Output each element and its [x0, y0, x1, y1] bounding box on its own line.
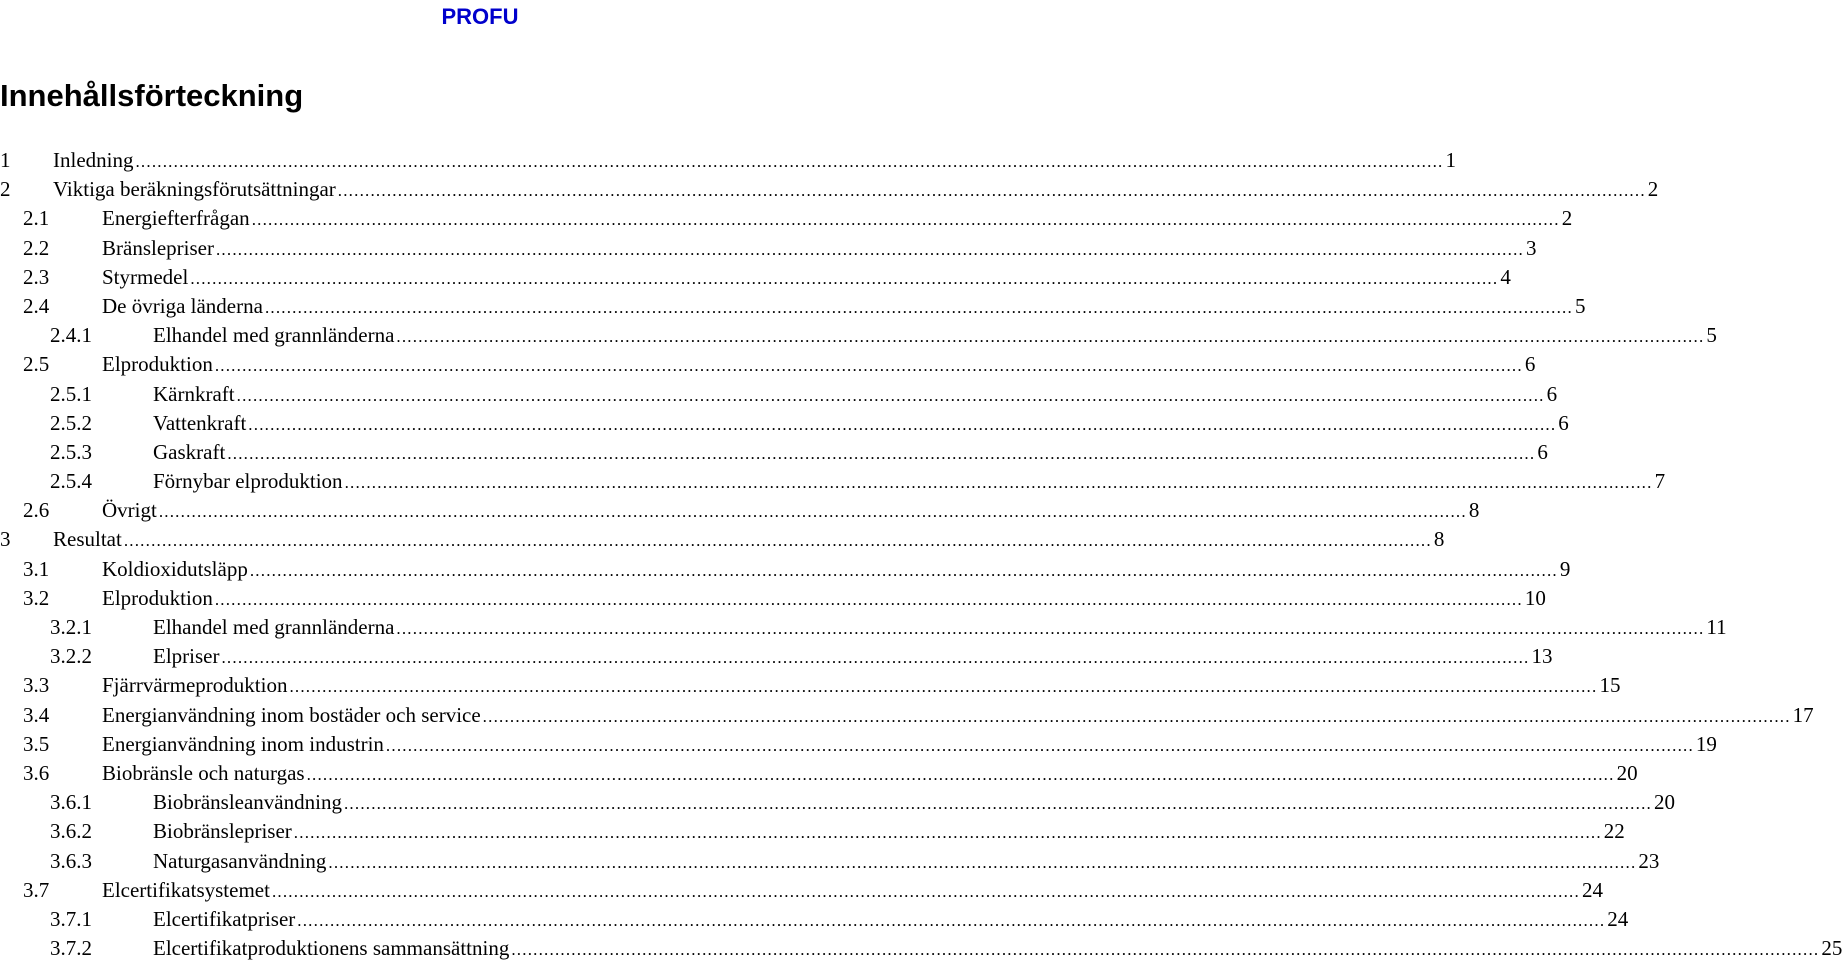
toc-entry[interactable] [0, 204, 1573, 233]
toc-entry-page: 7 [1654, 469, 1666, 494]
toc-entry-page: 6 [1546, 381, 1558, 406]
toc-entry-page: 3 [1525, 235, 1537, 260]
toc-entry-page: 5 [1706, 323, 1717, 348]
toc-entry-number: 2.1 [23, 206, 50, 231]
toc-dot-leader: ................................................................................................................................................................................................................................................ [337, 181, 1646, 201]
toc-entry-page: 6 [1558, 410, 1569, 435]
toc-entry[interactable] [0, 847, 1660, 876]
toc-entry[interactable] [0, 934, 1842, 963]
toc-entry-number: 3.6 [23, 760, 50, 785]
toc-entry[interactable] [0, 701, 1814, 730]
toc-entry-page: 6 [1537, 439, 1548, 464]
toc-entry-title: Viktiga beräkningsförutsättningar [53, 177, 336, 202]
toc-dot-leader: ................................................................................................................................................................................................................................................ [385, 735, 1694, 755]
toc-entry-page: 24 [1581, 877, 1603, 902]
toc-entry-title: Naturgasanvändning [153, 848, 327, 873]
toc-entry[interactable] [0, 817, 1625, 846]
toc-entry-number: 3.7.2 [50, 936, 92, 961]
toc-entry-page: 1 [1445, 148, 1456, 172]
toc-dot-leader: ................................................................................................................................................................................................................................................ [297, 910, 1606, 930]
toc-entry-page: 24 [1607, 906, 1629, 931]
toc-entry-number: 2.6 [23, 498, 50, 523]
toc-entry-title: Bränslepriser [102, 235, 214, 260]
toc-dot-leader: ................................................................................................................................................................................................................................................ [214, 589, 1523, 609]
toc-entry[interactable] [0, 234, 1537, 263]
toc-entry[interactable] [0, 321, 1717, 350]
toc-entry-title: Energianvändning inom industrin [102, 731, 384, 756]
toc-entry[interactable] [0, 380, 1558, 409]
toc-entry[interactable] [0, 613, 1727, 642]
toc-dot-leader: ................................................................................................................................................................................................................................................ [264, 297, 1573, 317]
toc-entry[interactable] [0, 409, 1569, 438]
toc-dot-leader: ................................................................................................................................................................................................................................................ [289, 677, 1598, 697]
toc-entry[interactable] [0, 496, 1480, 525]
toc-entry-title: Elcertifikatproduktionens sammansättning [153, 936, 510, 961]
toc-entry-title: Elproduktion [102, 352, 213, 377]
toc-entry-title: Inledning [53, 148, 134, 172]
toc-dot-leader: ................................................................................................................................................................................................................................................ [214, 356, 1523, 376]
toc-entry-title: Energianvändning inom bostäder och service [102, 702, 481, 727]
toc-entry-number: 3.6.2 [50, 819, 92, 844]
toc-entry-page: 23 [1638, 848, 1660, 873]
toc-dot-leader: ................................................................................................................................................................................................................................................ [343, 794, 1652, 814]
toc-entry[interactable] [0, 350, 1536, 379]
toc-dot-leader: ................................................................................................................................................................................................................................................ [123, 531, 1432, 551]
toc-entry-number: 2.5 [23, 352, 50, 377]
toc-dot-leader: ................................................................................................................................................................................................................................................ [249, 560, 1558, 580]
toc-entry[interactable] [0, 642, 1553, 671]
toc-entry-number: 3.6.1 [50, 790, 92, 815]
toc-entry-title: Biobränsle och naturgas [102, 760, 305, 785]
toc-entry-page: 19 [1695, 731, 1717, 756]
toc-entry-title: Styrmedel [102, 264, 189, 289]
toc-entry-number: 3.2.2 [50, 644, 92, 669]
toc-entry[interactable] [0, 146, 1456, 175]
toc-dot-leader: ................................................................................................................................................................................................................................................ [396, 327, 1705, 347]
toc-entry-number: 2.5.1 [50, 381, 92, 406]
toc-entry-page: 2 [1647, 177, 1659, 202]
toc-dot-leader: ................................................................................................................................................................................................................................................ [293, 823, 1602, 843]
toc-entry-number: 3.2.1 [50, 615, 92, 639]
toc-entry-title: Elhandel med grannländerna [153, 615, 395, 639]
toc-entry[interactable] [0, 263, 1511, 292]
toc-entry-title: Koldioxidutsläpp [102, 556, 248, 581]
toc-entry-page: 15 [1599, 673, 1621, 698]
toc-dot-leader: ................................................................................................................................................................................................................................................ [271, 881, 1580, 901]
toc-entry-number: 2.3 [23, 264, 50, 289]
toc-entry[interactable] [0, 730, 1717, 759]
toc-entry-page: 25 [1821, 936, 1842, 961]
toc-dot-leader: ................................................................................................................................................................................................................................................ [135, 152, 1444, 171]
toc-entry[interactable] [0, 788, 1675, 817]
toc-entry-number: 3.2 [23, 585, 50, 610]
toc-dot-leader: ................................................................................................................................................................................................................................................ [248, 414, 1557, 434]
toc-dot-leader: ................................................................................................................................................................................................................................................ [306, 764, 1615, 784]
toc-entry-title: Elproduktion [102, 585, 213, 610]
toc-entry-title: Elhandel med grannländerna [153, 323, 395, 348]
toc-entry-page: 20 [1616, 760, 1638, 785]
toc-entry-title: Förnybar elproduktion [153, 469, 343, 494]
toc-entry-page: 17 [1792, 702, 1814, 727]
page-title: Innehållsförteckning [0, 78, 304, 113]
toc-entry-number: 2.5.2 [50, 410, 92, 435]
toc-dot-leader: ................................................................................................................................................................................................................................................ [344, 473, 1653, 493]
toc-entry-title: Elcertifikatpriser [153, 906, 296, 931]
toc-entry-number: 3 [0, 527, 11, 552]
toc-entry[interactable] [0, 467, 1666, 496]
toc-entry[interactable] [0, 905, 1629, 934]
toc-entry[interactable] [0, 876, 1603, 905]
toc-entry[interactable] [0, 555, 1571, 584]
toc-entry-title: Biobränslepriser [153, 819, 292, 844]
toc-entry-page: 8 [1433, 527, 1445, 552]
toc-entry-title: Vattenkraft [153, 410, 247, 435]
toc-entry[interactable] [0, 584, 1546, 613]
toc-dot-leader: ................................................................................................................................................................................................................................................ [328, 852, 1637, 872]
toc-entry-page: 6 [1524, 352, 1536, 377]
toc-entry-title: Energiefterfrågan [102, 206, 250, 231]
toc-entry-number: 3.4 [23, 702, 50, 727]
toc-entry-number: 2.5.3 [50, 439, 92, 464]
toc-entry-page: 5 [1574, 293, 1586, 318]
toc-entry-title: Resultat [53, 527, 122, 552]
toc-entry-number: 3.5 [23, 731, 50, 756]
toc-entry-number: 3.3 [23, 673, 50, 698]
toc-dot-leader: ................................................................................................................................................................................................................................................ [482, 706, 1791, 726]
toc-entry-number: 3.7 [23, 877, 50, 902]
toc-entry[interactable] [0, 175, 1659, 204]
header-brand: PROFU [441, 4, 519, 29]
toc-dot-leader: ................................................................................................................................................................................................................................................ [511, 940, 1820, 960]
toc-entry-page: 22 [1603, 819, 1625, 844]
toc-entry-page: 10 [1524, 585, 1546, 610]
toc-entry-title: Kärnkraft [153, 381, 235, 406]
toc-dot-leader: ................................................................................................................................................................................................................................................ [221, 648, 1530, 668]
toc-dot-leader: ................................................................................................................................................................................................................................................ [227, 443, 1536, 463]
toc-entry[interactable] [0, 292, 1586, 321]
toc-entry-number: 3.7.1 [50, 906, 92, 931]
toc-dot-leader: ................................................................................................................................................................................................................................................ [396, 619, 1705, 638]
toc-entry-number: 2 [0, 177, 11, 202]
toc-entry-title: Fjärrvärmeproduktion [102, 673, 288, 698]
toc-entry-number: 2.4 [23, 293, 50, 318]
toc-dot-leader: ................................................................................................................................................................................................................................................ [158, 502, 1467, 522]
toc-entry-number: 2.4.1 [50, 323, 92, 348]
toc-entry-page: 8 [1468, 498, 1480, 523]
toc-entry-page: 2 [1561, 206, 1573, 231]
toc-dot-leader: ................................................................................................................................................................................................................................................ [215, 239, 1524, 259]
toc-entry-number: 2.2 [23, 235, 50, 260]
toc-entry[interactable] [0, 671, 1621, 700]
toc-dot-leader: ................................................................................................................................................................................................................................................ [190, 268, 1499, 288]
toc-entry-number: 3.1 [23, 556, 50, 581]
toc-entry[interactable] [0, 438, 1548, 467]
toc-entry-title: Gaskraft [153, 439, 226, 464]
toc-entry-title: Elcertifikatsystemet [102, 877, 270, 902]
toc-entry-number: 1 [0, 148, 11, 172]
toc-entry-number: 2.5.4 [50, 469, 92, 494]
toc-entry-page: 13 [1531, 644, 1553, 669]
toc-entry-number: 3.6.3 [50, 848, 92, 873]
toc-dot-leader: ................................................................................................................................................................................................................................................ [236, 385, 1545, 405]
toc-entry-title: Elpriser [153, 644, 220, 669]
toc-entry-page: 20 [1653, 790, 1675, 815]
toc-entry-page: 4 [1500, 264, 1511, 289]
toc-entry[interactable] [0, 525, 1445, 554]
toc-entry[interactable] [0, 759, 1638, 788]
toc-list [0, 146, 1842, 963]
toc-entry-title: Övrigt [102, 498, 157, 523]
toc-entry-page: 11 [1706, 615, 1727, 639]
toc-entry-page: 9 [1559, 556, 1571, 581]
toc-dot-leader: ................................................................................................................................................................................................................................................ [251, 210, 1560, 230]
toc-entry-title: Biobränsleanvändning [153, 790, 342, 815]
toc-entry-title: De övriga länderna [102, 293, 263, 318]
